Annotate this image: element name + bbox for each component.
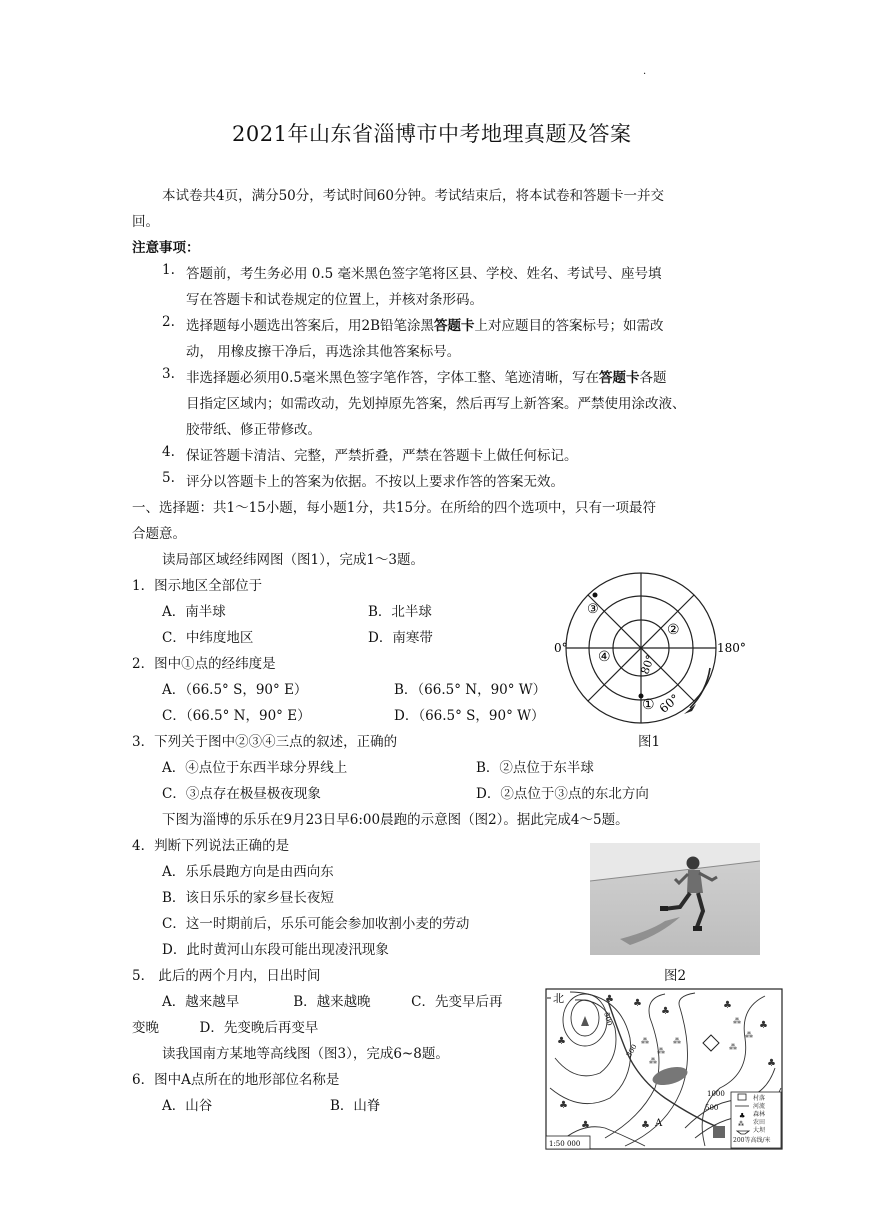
notice-3-line1a: 非选择题必须用0.5毫米黑色签字笔作答，字体工整、笔迹清晰，写在 — [186, 370, 599, 386]
svg-text:⁂: ⁂ — [745, 1031, 753, 1040]
point-label-2: ② — [667, 622, 680, 638]
read-instruction-1: 读局部区域经纬网图（图1），完成1～3题。 — [162, 552, 425, 568]
svg-text:⁂: ⁂ — [641, 1037, 649, 1046]
q6-option-a: A．山谷 — [162, 1098, 213, 1114]
notice-3-line3: 胶带纸、修正带修改。 — [186, 422, 321, 438]
legend-dam: 大坝 — [753, 1127, 766, 1134]
q4-option-d: D．此时黄河山东段可能出现凌汛现象 — [162, 942, 389, 958]
q3-option-b: B．②点位于东半球 — [476, 760, 594, 776]
page-title: 2021年山东省淄博市中考地理真题及答案 — [232, 122, 632, 146]
q1-stem: 1．图示地区全部位于 — [132, 578, 263, 594]
figure-3-contour-map — [545, 988, 783, 1150]
notice-1-line1: 答题前，考生务必用 0.5 毫米黑色签字笔将区县、学校、姓名、考试号、座号填 — [186, 266, 662, 282]
svg-text:♣: ♣ — [641, 1120, 650, 1131]
notice-2-line1c: 上对应题目的答案标号；如需改 — [474, 318, 664, 334]
notice-2-line1a: 选择题每小题选出答案后，用2B铅笔涂黑 — [186, 318, 435, 334]
legend-farmland-icon: ⁂ — [738, 1121, 744, 1128]
legend-forest-icon: ♣ — [739, 1112, 746, 1120]
q1-option-a: A．南半球 — [162, 604, 226, 620]
contour-label-500: 500 — [602, 1011, 614, 1027]
q3-stem: 3．下列关于图中②③④三点的叙述，正确的 — [132, 734, 398, 750]
legend-river: 河流 — [753, 1103, 766, 1110]
legend-forest: 森林 — [753, 1111, 766, 1118]
svg-text:♣: ♣ — [723, 1000, 732, 1011]
svg-text:⁂: ⁂ — [729, 1043, 737, 1052]
notice-4-num: 4. — [162, 444, 175, 460]
contour-label-500-b: 500 — [705, 1104, 719, 1112]
q5-options-line1: A．越来越早 B．越来越晚 C．先变早后再 — [162, 994, 503, 1010]
svg-text:⁂: ⁂ — [649, 1057, 657, 1066]
q2-stem: 2．图中①点的经纬度是 — [132, 656, 276, 672]
notice-5-num: 5. — [162, 470, 175, 486]
point-label-3: ③ — [587, 602, 599, 617]
q6-stem: 6．图中A点所在的地形部位名称是 — [132, 1072, 340, 1088]
legend-farmland: 农田 — [753, 1119, 766, 1126]
page-dot: . — [643, 66, 647, 77]
read-instruction-3: 读我国南方某地等高线图（图3），完成6~8题。 — [162, 1046, 449, 1062]
intro-text: 本试卷共4页，满分50分，考试时间60分钟。考试结束后，将本试卷和答题卡一并交 — [162, 188, 664, 204]
svg-text:♣: ♣ — [559, 1100, 568, 1111]
notice-1-line2: 写在答题卡和试卷规定的位置上，并核对条形码。 — [186, 292, 483, 308]
notice-2-bold: 答题卡 — [434, 318, 475, 334]
q3-option-c: C．③点存在极昼极夜现象 — [162, 786, 321, 802]
svg-text:♣: ♣ — [557, 1036, 566, 1047]
q5-options-line2: 变晚 D．先变晚后再变早 — [132, 1020, 319, 1036]
q4-stem: 4．判断下列说法正确的是 — [132, 838, 290, 854]
q4-option-a: A．乐乐晨跑方向是由西向东 — [162, 864, 334, 880]
q4-option-c: C．这一时期前后，乐乐可能会参加收割小麦的劳动 — [162, 916, 470, 932]
svg-text:♣: ♣ — [767, 1058, 776, 1069]
fig1-caption: 图1 — [638, 734, 661, 750]
notice-2-line2: 动， 用橡皮擦干净后，再选涂其他答案标号。 — [186, 344, 461, 360]
section-1-heading-cont: 合题意。 — [132, 526, 186, 542]
contour-label-1000: 1000 — [707, 1090, 725, 1098]
notice-2-line1 — [186, 314, 664, 334]
notice-2-num: 2. — [162, 314, 175, 330]
q5-stem: 5． 此后的两个月内，日出时间 — [132, 968, 321, 984]
q4-option-b: B．该日乐乐的家乡昼长夜短 — [162, 890, 334, 906]
notice-5-line1: 评分以答题卡上的答案为依据。不按以上要求作答的答案无效。 — [186, 474, 564, 490]
notice-3-num: 3. — [162, 366, 175, 382]
notice-1-num: 1. — [162, 262, 175, 278]
notice-3-line2: 目指定区域内；如需改动，先划掉原先答案，然后再写上新答案。严禁使用涂改液、 — [186, 396, 686, 412]
read-instruction-2: 下图为淄博的乐乐在9月23日早6:00晨跑的示意图（图2）。据此完成4～5题。 — [162, 812, 629, 828]
label-180-degree: 180° — [717, 641, 746, 655]
scale-label: 1:50 000 — [549, 1140, 581, 1148]
point-dot-3 — [593, 593, 598, 598]
notice-3-bold: 答题卡 — [598, 370, 640, 386]
notice-heading: 注意事项： — [132, 240, 200, 256]
legend-village: 村落 — [753, 1095, 766, 1102]
q3-option-a: A．④点位于东西半球分界线上 — [162, 760, 348, 776]
notice-4-line1: 保证答题卡清洁、完整，严禁折叠，严禁在答题卡上做任何标记。 — [186, 448, 578, 464]
legend-contour: 200等高线/米 — [733, 1137, 771, 1144]
point-label-4: ④ — [598, 649, 611, 665]
fig2-caption: 图2 — [664, 968, 687, 984]
label-80-degree: 80° — [638, 653, 658, 677]
intro-text-cont: 回。 — [132, 214, 159, 230]
q1-option-c: C．中纬度地区 — [162, 630, 254, 646]
q2-option-c: C．（66.5° N，90° E） — [162, 708, 311, 724]
svg-text:♣: ♣ — [605, 994, 614, 1005]
q2-option-d: D．（66.5° S，90° W） — [394, 708, 545, 724]
svg-text:♣: ♣ — [759, 1020, 768, 1031]
svg-text:♣: ♣ — [581, 1120, 590, 1131]
svg-text:⁂: ⁂ — [657, 1047, 665, 1056]
point-a-label: A — [655, 1118, 663, 1129]
north-label: 北 — [553, 992, 564, 1005]
point-label-1: ① — [642, 697, 655, 713]
q2-option-a: A．（66.5° S，90° E） — [162, 682, 308, 698]
svg-text:⁂: ⁂ — [673, 1037, 681, 1046]
q6-option-b: B．山脊 — [330, 1098, 381, 1114]
svg-text:♣: ♣ — [661, 1006, 670, 1017]
q3-option-d: D．②点位于③点的东北方向 — [476, 786, 649, 802]
svg-text:⁂: ⁂ — [733, 1017, 741, 1026]
notice-3-line1 — [186, 366, 666, 386]
svg-text:♣: ♣ — [633, 998, 642, 1009]
label-60-degree: 60° — [656, 691, 683, 716]
notice-3-line1c: 各题 — [639, 370, 667, 386]
contour-label-300: 300 — [625, 1043, 639, 1059]
section-1-heading: 一、选择题：共1～15小题，每小题1分，共15分。在所给的四个选项中，只有一项最符 — [132, 500, 657, 516]
q2-option-b: B．（66.5° N，90° W） — [394, 682, 547, 698]
building-icon — [713, 1126, 725, 1138]
figure-1-graticule — [550, 568, 780, 728]
figure-2-runner-photo — [590, 843, 760, 955]
q1-option-b: B．北半球 — [368, 604, 432, 620]
label-0-degree: 0° — [554, 641, 568, 655]
q1-option-d: D．南寒带 — [368, 630, 433, 646]
